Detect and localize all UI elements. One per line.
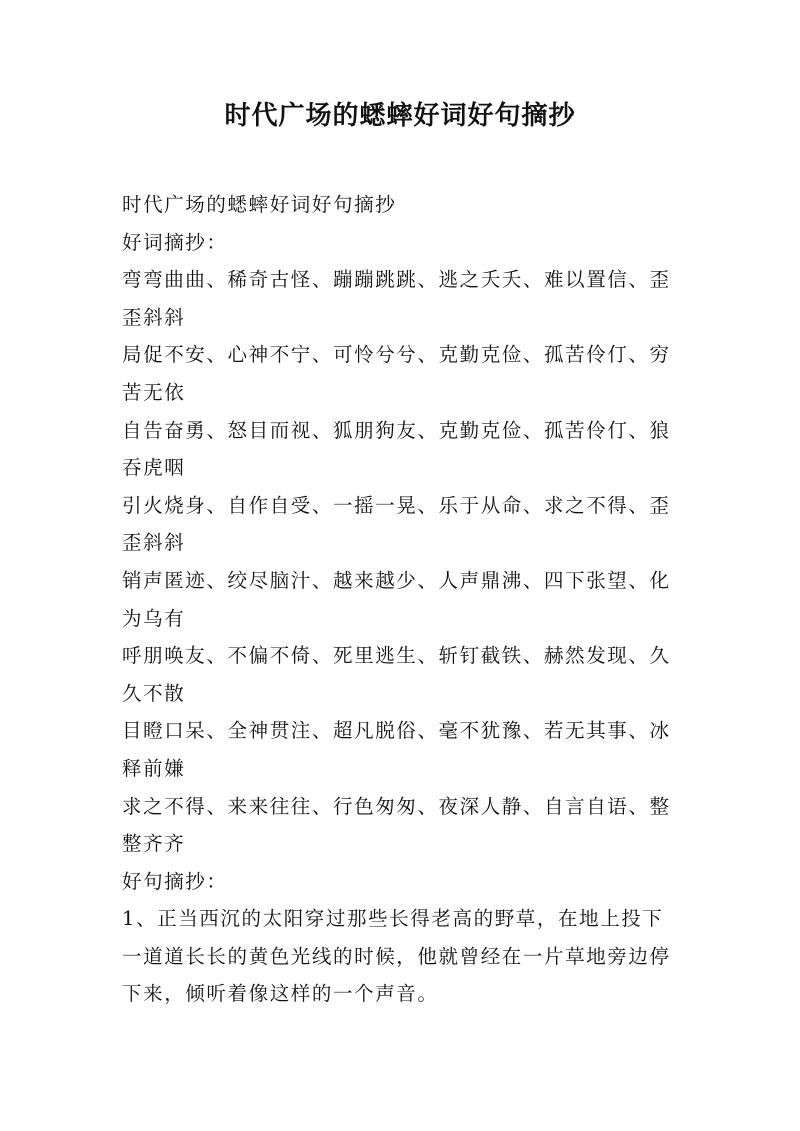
- text-line: 释前嫌: [122, 756, 186, 780]
- text-line: 呼朋唤友、不偏不倚、死里逃生、斩钉截铁、赫然发现、久: [122, 644, 671, 668]
- text-line: 歪斜斜: [122, 531, 186, 555]
- text-line: 为乌有: [122, 606, 186, 630]
- text-line: 一道道长长的黄色光线的时候，他就曾经在一片草地旁边停: [122, 944, 671, 968]
- document-body: [122, 186, 684, 1013]
- text-line: 歪斜斜: [122, 305, 186, 329]
- text-line: 下来，倾听着像这样的一个声音。: [122, 982, 439, 1006]
- document-title: 时代广场的蟋蟀好词好句摘抄: [224, 101, 576, 131]
- text-line: 吞虎咽: [122, 456, 186, 480]
- text-line: 求之不得、来来往往、行色匆匆、夜深人静、自言自语、整: [122, 794, 671, 818]
- text-line: 弯弯曲曲、稀奇古怪、蹦蹦跳跳、逃之夭夭、难以置信、歪: [122, 268, 671, 292]
- text-line: 自告奋勇、怒目而视、狐朋狗友、克勤克俭、孤苦伶仃、狼: [122, 418, 671, 442]
- section-heading-good-words: 好词摘抄：: [122, 230, 228, 254]
- section-heading-good-sentences: 好句摘抄：: [122, 869, 228, 893]
- body-subtitle: 时代广场的蟋蟀好词好句摘抄: [122, 193, 397, 216]
- text-line: 销声匿迹、绞尽脑汁、越来越少、人声鼎沸、四下张望、化: [122, 568, 671, 592]
- text-line: 苦无依: [122, 380, 186, 404]
- text-line: 1、正当西沉的太阳穿过那些长得老高的野草，在地上投下: [122, 907, 664, 931]
- text-line: 整齐齐: [122, 832, 186, 856]
- text-line: 久不散: [122, 681, 186, 705]
- text-line: 目瞪口呆、全神贯注、超凡脱俗、毫不犹豫、若无其事、冰: [122, 719, 671, 743]
- text-line: 引火烧身、自作自受、一摇一晃、乐于从命、求之不得、歪: [122, 493, 671, 517]
- text-line: 局促不安、心神不宁、可怜兮兮、克勤克俭、孤苦伶仃、穷: [122, 343, 671, 367]
